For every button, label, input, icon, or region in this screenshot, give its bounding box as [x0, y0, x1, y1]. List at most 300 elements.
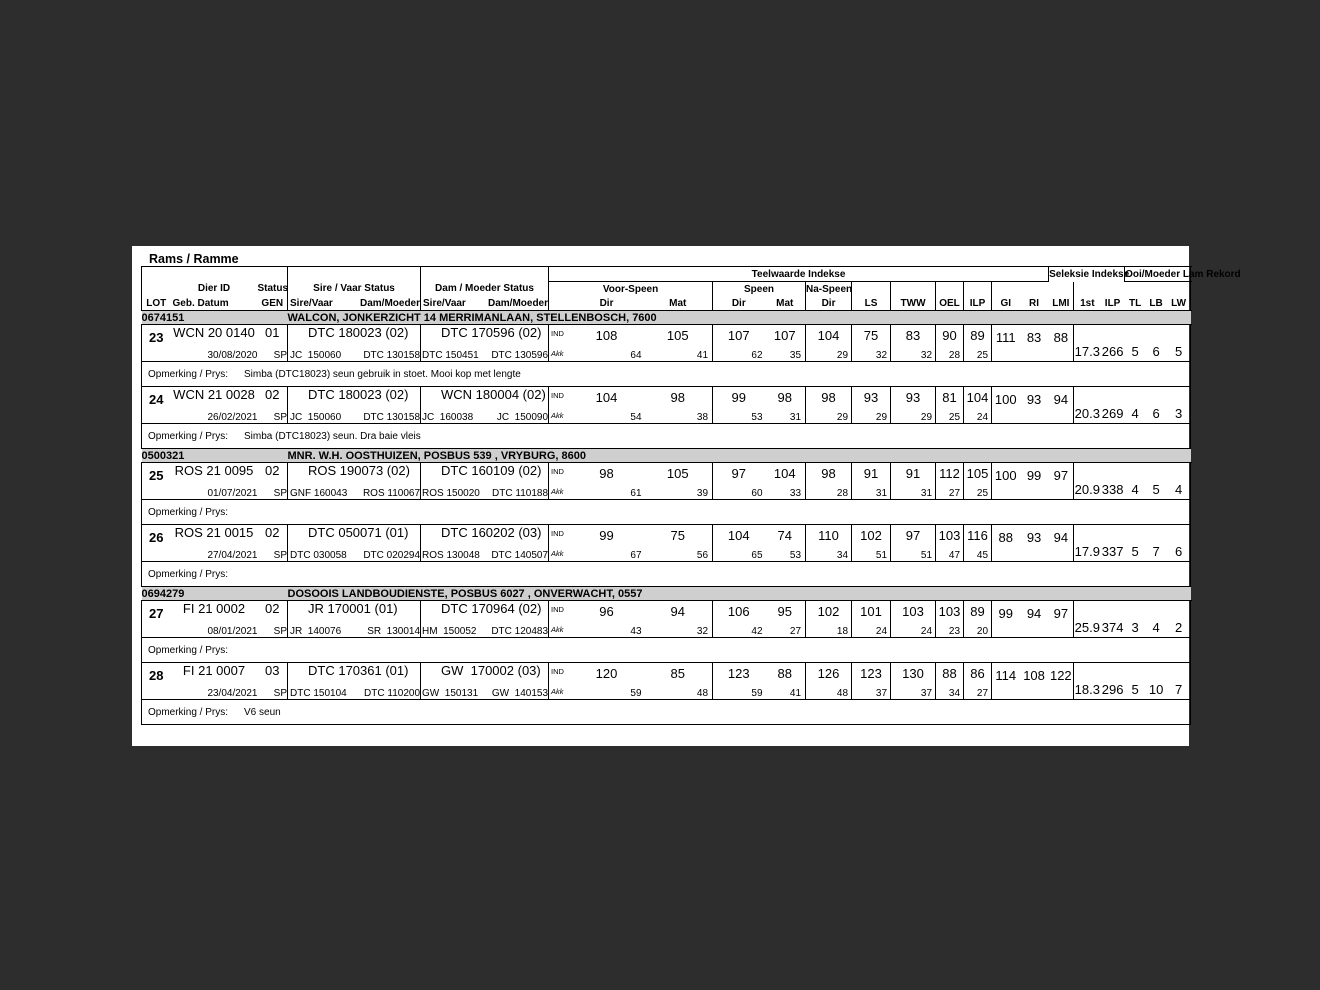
ls-value-acc: 32 — [875, 350, 888, 361]
speen-header: Speen — [713, 282, 806, 297]
sp-mat-acc: 53 — [789, 550, 802, 561]
animal-row — [142, 525, 1191, 562]
tww-value-acc: 37 — [920, 688, 933, 699]
vs-mat: 105 — [666, 328, 689, 343]
sire-header: Sire / Vaar Status — [288, 282, 421, 297]
ns-dir-acc: 48 — [836, 688, 849, 699]
lw-value: 6 — [1174, 544, 1183, 559]
sp-mat-acc: 31 — [789, 412, 802, 423]
sp-mat-acc: 27 — [789, 626, 802, 637]
sire-dam: DTC 020294 — [363, 550, 421, 561]
seleksie-header: Seleksie Indekse — [1049, 267, 1125, 282]
lmi-value: 122 — [1049, 668, 1072, 683]
oel-value: 81 — [942, 390, 957, 405]
oel-header: OEL — [936, 296, 964, 311]
tww-value-acc: 29 — [920, 412, 933, 423]
sp-dir: 123 — [727, 666, 750, 681]
ns-dir: 98 — [821, 466, 836, 481]
tww-value: 103 — [902, 604, 924, 619]
farm-name: DOSOOIS LANDBOUDIENSTE, POSBUS 6027 , ONVERWACHT, 0557 — [288, 587, 1191, 601]
lw-header: LW — [1167, 296, 1191, 311]
gen-value: SP — [273, 350, 288, 361]
ri-value: 93 — [1026, 530, 1042, 545]
sp-mat: 98 — [777, 390, 792, 405]
oel-value-acc: 47 — [948, 550, 961, 561]
ilp-value-acc: 27 — [976, 688, 989, 699]
vs-mat: 85 — [670, 666, 685, 681]
sp-dir: 99 — [731, 390, 746, 405]
vs-dir-header: Dir — [570, 296, 644, 311]
vs-mat-acc: 41 — [696, 350, 709, 361]
ind-label: IND — [551, 667, 564, 676]
remark-label: Opmerking / Prys: — [148, 430, 229, 442]
gen-value: SP — [273, 626, 288, 637]
lmi-value: 97 — [1053, 606, 1069, 621]
remark-label: Opmerking / Prys: — [148, 706, 229, 718]
gi-value: 114 — [995, 668, 1017, 683]
tww-value: 93 — [905, 390, 921, 405]
lb-header: LB — [1146, 296, 1167, 311]
ilp2-header: ILP — [1101, 296, 1125, 311]
remark-text: Simba (DTC18023) seun. Dra baie vleis — [244, 430, 421, 442]
sire-sire: JR 140076 — [290, 626, 342, 637]
dam-sire: HM 150052 — [422, 626, 477, 637]
gi-value: 111 — [995, 330, 1016, 345]
ilp-value: 89 — [970, 604, 985, 619]
vs-mat-header: Mat — [644, 296, 713, 311]
tww-value-acc: 24 — [920, 626, 933, 637]
akk-label: Akk — [551, 687, 564, 696]
sp-dir-acc: 60 — [751, 488, 763, 499]
vs-dir-acc: 54 — [630, 412, 642, 423]
dam-dam: DTC 140507 — [491, 550, 549, 561]
sire-id: DTC 170361 (01) — [308, 663, 409, 678]
sp-dir-acc: 62 — [751, 350, 763, 361]
birth-date: 08/01/2021 — [207, 626, 258, 637]
vs-mat-acc: 38 — [696, 412, 709, 423]
tww-value-acc: 51 — [920, 550, 933, 561]
status-value: 02 — [265, 463, 280, 478]
ri-value: 93 — [1026, 392, 1042, 407]
dam-sire: JC 160038 — [422, 412, 474, 423]
rams-table — [141, 266, 1241, 725]
lb-value: 6 — [1152, 344, 1160, 359]
vs-dir-acc: 43 — [630, 626, 642, 637]
lb-value: 7 — [1152, 544, 1160, 559]
remark-row — [142, 362, 1191, 387]
sp-mat-header: Mat — [765, 296, 806, 311]
animal-row — [142, 663, 1191, 700]
remark-row — [142, 500, 1191, 525]
tl-value: 5 — [1131, 682, 1139, 697]
remark-text: Simba (DTC18023) seun gebruik in stoet. Mooi kop met lengte — [244, 368, 521, 380]
farm-row — [142, 449, 1191, 463]
first-lamb: 20.9 — [1074, 482, 1100, 497]
oel-value: 88 — [942, 666, 957, 681]
ri-value: 83 — [1026, 330, 1042, 345]
vs-mat-acc: 32 — [696, 626, 709, 637]
oel-value: 103 — [938, 528, 961, 543]
birth-date: 30/08/2020 — [207, 350, 258, 361]
lmi-value: 97 — [1053, 468, 1069, 483]
remark-row — [142, 700, 1191, 725]
ilp-record: 337 — [1101, 544, 1124, 559]
vs-mat: 94 — [670, 604, 685, 619]
dam-sire: ROS 130048 — [422, 550, 480, 561]
ind-label: IND — [551, 329, 564, 338]
tl-value: 4 — [1131, 406, 1139, 421]
lmi-value: 94 — [1053, 392, 1069, 407]
animal-row — [142, 387, 1191, 424]
lot-number: 25 — [149, 468, 164, 483]
status-value: 01 — [265, 325, 280, 340]
vs-dir-acc: 59 — [630, 688, 642, 699]
sire-vaar-header: Sire/Vaar — [288, 296, 355, 311]
vs-dir: 98 — [599, 466, 614, 481]
sp-dir: 107 — [727, 328, 750, 343]
animal-row — [142, 601, 1191, 638]
ns-dir-header: Dir — [806, 296, 852, 311]
vs-dir-acc: 67 — [630, 550, 642, 561]
oel-value-acc: 23 — [948, 626, 961, 637]
birth-date: 01/07/2021 — [207, 488, 258, 499]
tww-value: 83 — [905, 328, 921, 343]
sire-id: DTC 180023 (02) — [308, 387, 409, 402]
lmi-value: 88 — [1053, 330, 1069, 345]
dam-id: GW 170002 (03) — [441, 663, 541, 678]
akk-label: Akk — [551, 549, 564, 558]
oel-value-acc: 34 — [948, 688, 961, 699]
lb-value: 6 — [1152, 406, 1160, 421]
dam-moeder-header-2: Dam/Moeder — [484, 296, 549, 311]
ind-label: IND — [551, 529, 564, 538]
dam-id: DTC 170596 (02) — [441, 325, 542, 340]
ns-dir-acc: 28 — [836, 488, 849, 499]
remark-label: Opmerking / Prys: — [148, 506, 229, 518]
vs-mat-acc: 39 — [696, 488, 709, 499]
remark-label: Opmerking / Prys: — [148, 644, 229, 656]
ls-value: 102 — [860, 528, 882, 543]
sp-dir-acc: 65 — [751, 550, 763, 561]
first-header: 1st — [1074, 296, 1101, 311]
ilp-value-acc: 20 — [976, 626, 989, 637]
status-value: 03 — [265, 663, 280, 678]
ind-label: IND — [551, 605, 564, 614]
sire-sire: GNF 160043 — [290, 488, 348, 499]
lot-number: 27 — [149, 606, 164, 621]
tl-header: TL — [1125, 296, 1146, 311]
ilp-header: ILP — [964, 296, 992, 311]
sire-id: DTC 050071 (01) — [308, 525, 409, 540]
sp-mat: 88 — [777, 666, 792, 681]
gi-header: GI — [992, 296, 1020, 311]
dam-moeder-header: Dam/Moeder — [355, 296, 421, 311]
dam-id: WCN 180004 (02) — [441, 387, 546, 402]
ilp-value-acc: 25 — [976, 488, 989, 499]
animal-id: FI 21 0002 — [182, 601, 246, 616]
lb-value: 4 — [1152, 620, 1160, 635]
ls-value-acc: 31 — [875, 488, 888, 499]
ls-value: 101 — [860, 604, 882, 619]
akk-label: Akk — [551, 625, 564, 634]
sp-dir-header: Dir — [713, 296, 765, 311]
teelwaarde-header: Teelwaarde Indekse — [549, 267, 1049, 282]
farm-name: MNR. W.H. OOSTHUIZEN, POSBUS 539 , VRYBURG, 8600 — [288, 449, 1191, 463]
lw-value: 5 — [1174, 344, 1183, 359]
birth-date: 27/04/2021 — [207, 550, 258, 561]
first-lamb: 17.9 — [1074, 544, 1100, 559]
lmi-header: LMI — [1049, 296, 1074, 311]
ns-dir: 126 — [817, 666, 840, 681]
animal-id: WCN 21 0028 — [173, 387, 255, 402]
status-header: Status — [257, 283, 289, 295]
vs-dir-acc: 64 — [630, 350, 642, 361]
dam-id: DTC 170964 (02) — [441, 601, 542, 616]
ri-header: RI — [1020, 296, 1049, 311]
first-lamb: 20.3 — [1074, 406, 1100, 421]
vs-mat: 98 — [670, 390, 685, 405]
ilp-record: 374 — [1101, 620, 1124, 635]
gen-value: SP — [273, 550, 288, 561]
oel-value-acc: 25 — [948, 412, 961, 423]
status-value: 02 — [265, 525, 280, 540]
gen-value: SP — [273, 688, 288, 699]
animal-id: WCN 20 0140 — [173, 325, 255, 340]
sire-sire: DTC 030058 — [290, 550, 347, 561]
gi-value: 88 — [998, 530, 1013, 545]
oel-value-acc: 28 — [948, 350, 961, 361]
oel-value: 112 — [939, 466, 960, 481]
tl-value: 5 — [1131, 344, 1139, 359]
sire-sire: DTC 150104 — [290, 688, 347, 699]
vs-dir: 96 — [599, 604, 614, 619]
lw-value: 3 — [1174, 406, 1183, 421]
ls-value: 93 — [863, 390, 879, 405]
ilp-record: 296 — [1101, 682, 1124, 697]
remark-row — [142, 424, 1191, 449]
tww-value: 97 — [905, 528, 921, 543]
dam-dam: JC 150090 — [496, 412, 549, 423]
ri-value: 108 — [1023, 668, 1045, 683]
sp-mat: 95 — [777, 604, 792, 619]
sp-mat-acc: 35 — [789, 350, 802, 361]
tww-value: 91 — [905, 466, 921, 481]
vs-dir: 99 — [599, 528, 614, 543]
first-lamb: 18.3 — [1074, 682, 1100, 697]
animal-id: FI 21 0007 — [182, 663, 246, 678]
dam-id: DTC 160202 (03) — [441, 525, 542, 540]
remark-row — [142, 638, 1191, 663]
oel-value: 103 — [938, 604, 961, 619]
ind-label: IND — [551, 391, 564, 400]
ilp-value: 104 — [966, 390, 989, 405]
ns-dir-acc: 18 — [836, 626, 849, 637]
sp-mat: 104 — [773, 466, 796, 481]
sp-mat-acc: 41 — [789, 688, 802, 699]
gi-value: 100 — [994, 468, 1017, 483]
first-lamb: 17.3 — [1074, 344, 1100, 359]
tl-value: 5 — [1131, 544, 1139, 559]
sire-id: ROS 190073 (02) — [308, 463, 410, 478]
voor-speen-header: Voor-Speen — [549, 282, 713, 297]
gen-value: SP — [273, 412, 288, 423]
lw-value: 4 — [1174, 482, 1183, 497]
sp-dir: 106 — [727, 604, 750, 619]
akk-label: Akk — [551, 349, 564, 358]
sp-dir-acc: 42 — [751, 626, 763, 637]
sire-sire: JC 150060 — [290, 350, 342, 361]
dier-id-header: Dier ID — [197, 283, 231, 295]
first-lamb: 25.9 — [1074, 620, 1100, 635]
lot-number: 26 — [149, 530, 164, 545]
vs-dir: 108 — [595, 328, 618, 343]
vs-dir: 120 — [595, 666, 618, 681]
lw-value: 7 — [1174, 682, 1183, 697]
ls-value-acc: 24 — [875, 626, 888, 637]
dam-header: Dam / Moeder Status — [421, 282, 549, 297]
farm-row — [142, 311, 1191, 325]
ls-header: LS — [852, 296, 891, 311]
tww-value-acc: 31 — [920, 488, 933, 499]
ilp-value-acc: 45 — [976, 550, 989, 561]
dam-id: DTC 160109 (02) — [441, 463, 542, 478]
oel-value-acc: 27 — [948, 488, 961, 499]
tl-value: 4 — [1131, 482, 1139, 497]
sp-mat: 74 — [777, 528, 792, 543]
lb-value: 5 — [1152, 482, 1160, 497]
lot-header: LOT — [142, 296, 171, 311]
catalogue-sheet — [132, 246, 1241, 746]
tl-value: 3 — [1131, 620, 1139, 635]
birth-date: 23/04/2021 — [207, 688, 258, 699]
lot-number: 28 — [149, 668, 164, 683]
sp-dir: 97 — [731, 466, 746, 481]
ns-dir: 104 — [817, 328, 840, 343]
animal-row — [142, 325, 1191, 362]
dam-sire: ROS 150020 — [422, 488, 480, 499]
sire-id: DTC 180023 (02) — [308, 325, 409, 340]
ilp-record: 269 — [1101, 406, 1124, 421]
ns-dir: 98 — [821, 390, 836, 405]
ls-value-acc: 37 — [875, 688, 888, 699]
farm-name: WALCON, JONKERZICHT 14 MERRIMANLAAN, STELLENBOSCH, 7600 — [288, 311, 1191, 325]
ls-value-acc: 29 — [875, 412, 888, 423]
akk-label: Akk — [551, 411, 564, 420]
vs-mat-acc: 48 — [696, 688, 709, 699]
sire-sire: JC 150060 — [290, 412, 342, 423]
ns-dir-acc: 34 — [836, 550, 849, 561]
vs-dir-acc: 61 — [630, 488, 642, 499]
ilp-value: 89 — [970, 328, 985, 343]
ilp-value-acc: 24 — [976, 412, 989, 423]
page-title: Rams / Ramme — [149, 252, 239, 266]
tww-value-acc: 32 — [920, 350, 933, 361]
farm-row — [142, 587, 1191, 601]
sire-vaar-header-2: Sire/Vaar — [421, 296, 484, 311]
ns-dir-acc: 29 — [836, 412, 849, 423]
remark-text: V6 seun — [244, 706, 281, 718]
vs-dir: 104 — [595, 390, 618, 405]
sp-dir-acc: 53 — [751, 412, 763, 423]
ooi-header: Ooi/Moeder Lam Rekord — [1125, 268, 1241, 280]
ri-value: 99 — [1026, 468, 1042, 483]
lb-value: 10 — [1148, 682, 1164, 697]
lw-value: 2 — [1174, 620, 1183, 635]
ns-dir-acc: 29 — [836, 350, 849, 361]
geb-header: Geb. Datum — [171, 296, 258, 311]
farm-id: 0500321 — [142, 449, 288, 463]
remark-label: Opmerking / Prys: — [148, 568, 229, 580]
ilp-value: 105 — [966, 466, 989, 481]
vs-mat: 75 — [670, 528, 685, 543]
tww-value: 130 — [902, 666, 924, 681]
ls-value-acc: 51 — [875, 550, 888, 561]
dam-dam: DTC 120483 — [491, 626, 549, 637]
dam-dam: DTC 130596 — [491, 350, 549, 361]
sp-dir-acc: 59 — [751, 688, 763, 699]
sire-dam: DTC 130158 — [363, 412, 421, 423]
sire-dam: ROS 110067 — [362, 488, 421, 499]
lot-number: 23 — [149, 330, 164, 345]
ns-dir: 110 — [818, 528, 839, 543]
sire-id: JR 170001 (01) — [308, 601, 398, 616]
status-value: 02 — [265, 387, 280, 402]
tww-header: TWW — [891, 296, 936, 311]
sire-dam: DTC 130158 — [363, 350, 421, 361]
akk-label: Akk — [551, 487, 564, 496]
sp-mat-acc: 33 — [789, 488, 802, 499]
sp-mat: 107 — [773, 328, 796, 343]
ind-label: IND — [551, 467, 564, 476]
gen-value: SP — [273, 488, 288, 499]
animal-id: ROS 21 0095 — [174, 463, 254, 478]
gen-header: GEN — [258, 296, 288, 311]
lmi-value: 94 — [1053, 530, 1069, 545]
ns-dir: 102 — [817, 604, 840, 619]
dam-sire: GW 150131 — [422, 688, 479, 699]
dam-dam: GW 140153 — [491, 688, 549, 699]
ilp-value: 116 — [967, 528, 988, 543]
animal-id: ROS 21 0015 — [174, 525, 254, 540]
ilp-record: 266 — [1101, 344, 1124, 359]
na-speen-header: Na-Speen — [806, 283, 853, 295]
ls-value: 123 — [860, 666, 882, 681]
sire-dam: SR 130014 — [367, 626, 421, 637]
remark-label: Opmerking / Prys: — [148, 368, 229, 380]
vs-mat-acc: 56 — [696, 550, 709, 561]
ls-value: 75 — [863, 328, 879, 343]
remark-row — [142, 562, 1191, 587]
farm-id: 0674151 — [142, 311, 288, 325]
lot-number: 24 — [149, 392, 164, 407]
sire-dam: DTC 110200 — [364, 688, 421, 699]
vs-mat: 105 — [666, 466, 689, 481]
oel-value: 90 — [942, 328, 957, 343]
dam-dam: DTC 110188 — [492, 488, 549, 499]
ilp-record: 338 — [1101, 482, 1124, 497]
gi-value: 99 — [998, 606, 1013, 621]
dam-sire: DTC 150451 — [422, 350, 479, 361]
sp-dir: 104 — [727, 528, 750, 543]
ilp-value: 86 — [970, 666, 985, 681]
farm-id: 0694279 — [142, 587, 288, 601]
status-value: 02 — [265, 601, 280, 616]
animal-row — [142, 463, 1191, 500]
ri-value: 94 — [1026, 606, 1042, 621]
birth-date: 26/02/2021 — [207, 412, 258, 423]
ilp-value-acc: 25 — [976, 350, 989, 361]
gi-value: 100 — [994, 392, 1017, 407]
